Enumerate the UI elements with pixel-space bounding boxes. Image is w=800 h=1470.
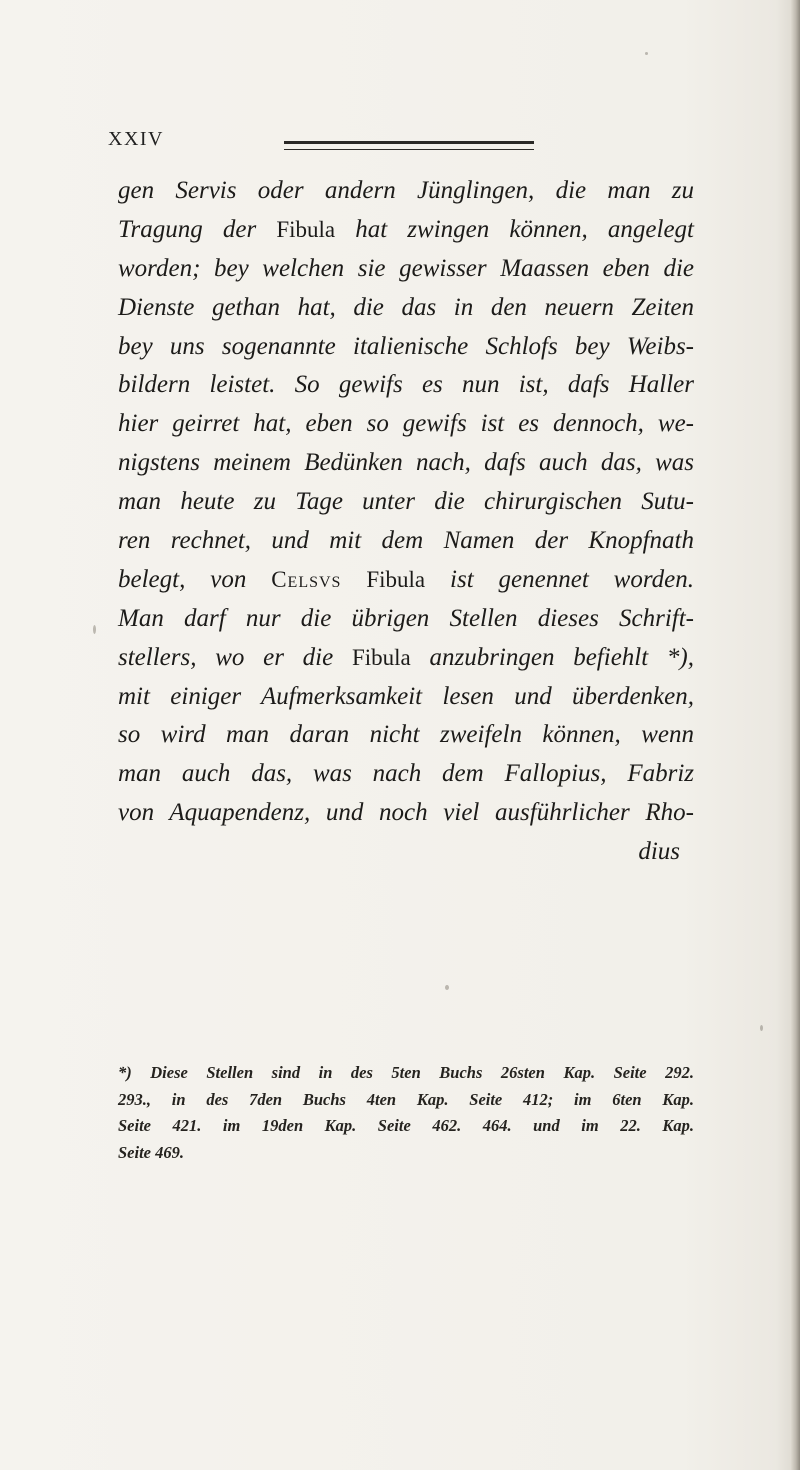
main-text [118,172,694,872]
text-line [118,289,694,328]
text-span: nigstens meinem Bedünken nach, dafs auch das, was [118,449,694,477]
text-span: ren rechnet, und mit dem Namen der Knopfnath [118,527,694,555]
text-span: stellers, wo er die [118,643,352,671]
roman-term: Fibula [351,644,411,670]
roman-term: Fibula [366,566,426,592]
footnote-line: Seite 469. [118,1142,184,1162]
text-span: so wird man daran nicht zweifeln können, wenn [118,721,694,749]
text-span: dius [638,838,680,866]
author-name: Celsvs [271,566,342,592]
text-span: bey uns sogenannte italienische Schlofs bey Weibs- [118,332,694,360]
text-line [118,444,694,483]
text-span: hat zwingen können, angelegt [335,215,694,243]
text-line [118,639,694,678]
text-span: hier geirret hat, eben so gewifs ist es dennoch, we- [118,410,694,438]
text-span: worden; bey welchen sie gewisser Maassen eben die [118,254,694,282]
text-line [118,833,694,872]
text-line [118,328,694,367]
page-edge-shadow [790,0,800,1470]
footnote-line: Seite 421. im 19den Kap. Seite 462. 464. und im 22. Kap. [118,1116,694,1135]
running-header [108,128,558,158]
text-line [118,600,694,639]
text-span: man auch das, was nach dem Fallopius, Fabriz [118,760,694,788]
header-rule [284,141,534,150]
text-line [118,716,694,755]
text-span: von Aquapendenz, und noch viel ausführlicher Rho- [118,799,694,827]
paper-speck [760,1025,763,1031]
paper-speck [645,52,648,55]
text-span: ist genennet worden. [425,565,694,593]
text-span: Dienste gethan hat, die das in den neuern Zeiten [118,293,694,321]
page-number: XXIV [108,128,164,150]
text-line [118,211,694,250]
text-span [341,566,366,593]
footnote-line: 293., in des 7den Buchs 4ten Kap. Seite 412; im 6ten Kap. [118,1089,694,1109]
text-span: bildern leistet. So gewifs es nun ist, dafs Haller [118,371,694,399]
footnote [118,1060,694,1166]
text-line [118,755,694,794]
text-line [118,561,694,600]
text-span: anzubringen befiehlt *), [410,643,694,671]
text-line [118,794,694,833]
text-line [118,405,694,444]
text-span: belegt, von [118,565,272,593]
roman-term: Fibula [276,216,336,242]
text-line [118,366,694,405]
text-line [118,678,694,717]
text-line [118,522,694,561]
text-span: gen Servis oder andern Jünglingen, die man zu [118,177,694,204]
text-span: man heute zu Tage unter die chirurgischen Sutu- [118,488,694,516]
footnote-line: *) Diese Stellen sind in des 5ten Buchs 26sten Kap. Seite 292. [118,1063,694,1082]
paper-speck [445,985,449,990]
text-span: Tragung der [118,215,277,243]
text-line [118,172,694,211]
text-line [118,250,694,289]
text-line [118,483,694,522]
paper-speck [93,625,96,634]
text-span: mit einiger Aufmerksamkeit lesen und überdenken, [118,682,694,710]
text-span: Man darf nur die übrigen Stellen dieses Schrift- [118,604,694,632]
